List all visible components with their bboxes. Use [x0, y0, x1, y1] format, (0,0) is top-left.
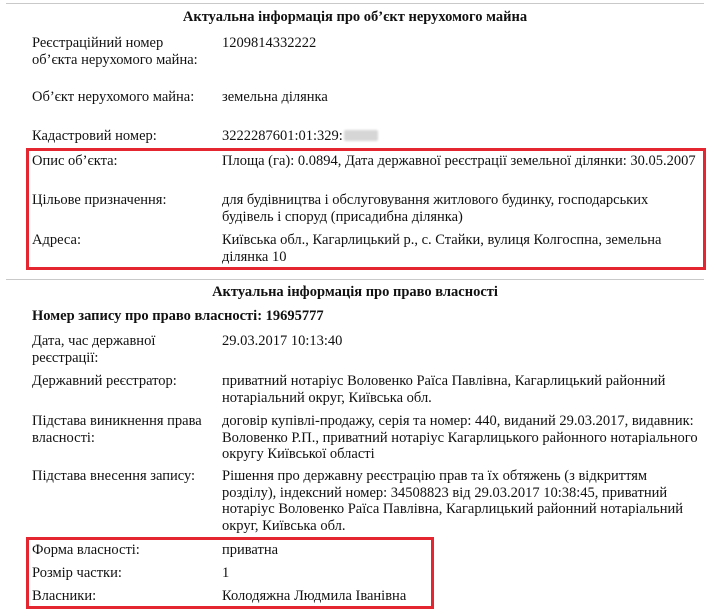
purpose-label: Цільове призначення: [32, 192, 167, 208]
property-section-title: Актуальна інформація про об’єкт нерухомого майна [182, 9, 528, 25]
owners-label: Власники: [32, 588, 97, 604]
share-size-label: Розмір частки: [32, 565, 122, 581]
registration-date-value: 29.03.2017 10:13:40 [222, 333, 343, 349]
purpose-value: для будівництва і обслуговування житлового будинку, господарських будівель і споруд (присадибна ділянка) [222, 192, 649, 225]
address-value: Київська обл., Кагарлицький р., с. Стайки, вулиця Колгоспна, земельна ділянка 10 [222, 232, 662, 265]
registration-number-value: 1209814332222 [222, 35, 317, 51]
cadastral-number-text: 3222287601:01:329: [222, 128, 343, 144]
record-basis-label: Підстава внесення запису: [32, 468, 196, 484]
record-basis-value: Рішення про державну реєстрацію прав та їх обтяжень (з відкриттям розділу), індексний номер: 34508823 від 29.03.2017 10:38:45, приватний нотаріус Воловенко Раїса Павлівна, Кагарлицький районний нотаріальний округ, Київська обл. [222, 468, 684, 534]
section-divider [6, 279, 704, 280]
object-description-value: Площа (га): 0.0894, Дата державної реєстрації земельної ділянки: 30.05.2007 [222, 153, 696, 169]
ownership-record-number: Номер запису про право власності: 19695777 [32, 308, 324, 324]
ownership-basis-label: Підстава виникнення права власності: [32, 413, 202, 446]
ownership-form-label: Форма власності: [32, 542, 140, 558]
object-type-label: Об’єкт нерухомого майна: [32, 89, 195, 105]
owners-value: Колодяжна Людмила Іванівна [222, 588, 407, 604]
top-divider [6, 3, 704, 4]
ownership-basis-value: договір купівлі-продажу, серія та номер: 440, виданий 29.03.2017, видавник: Воловенко Р.П., приватний нотаріус Кагарлицького районного нотаріального округу Київської області [222, 413, 698, 462]
address-label: Адреса: [32, 232, 81, 248]
ownership-form-value: приватна [222, 542, 279, 558]
share-size-value: 1 [222, 565, 230, 581]
registration-date-label: Дата, час державної реєстрації: [32, 333, 156, 366]
object-type-value: земельна ділянка [222, 89, 328, 105]
registrar-label: Державний реєстратор: [32, 373, 177, 389]
object-description-label: Опис об’єкта: [32, 153, 118, 169]
cadastral-number-value [222, 128, 702, 145]
registration-number-label: Реєстраційний номер об’єкта нерухомого майна: [32, 35, 198, 68]
registrar-value: приватний нотаріус Воловенко Раїса Павлівна, Кагарлицький районний нотаріальний округ, Київська обл. [222, 373, 666, 406]
ownership-section-title: Актуальна інформація про право власності [212, 284, 498, 300]
cadastral-number-label: Кадастровий номер: [32, 128, 157, 144]
redacted-blur [344, 130, 378, 141]
